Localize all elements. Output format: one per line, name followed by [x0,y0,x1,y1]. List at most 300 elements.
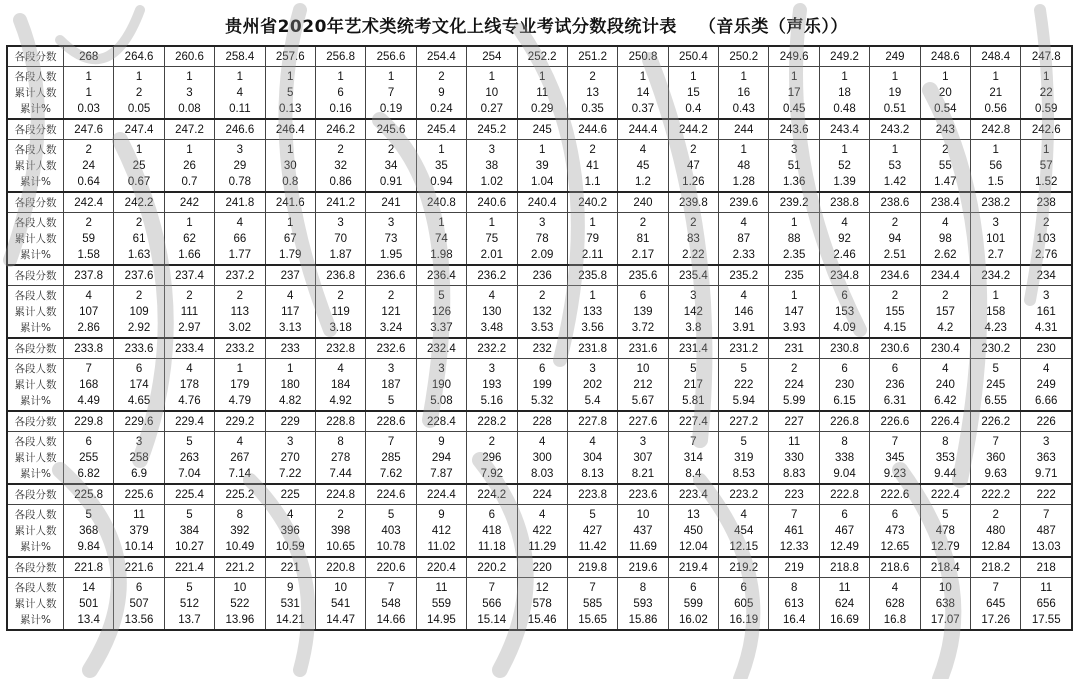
data-cell [164,140,214,193]
score-cell: 242 [164,192,214,213]
data-cell [618,359,668,412]
data-cell [1021,140,1072,193]
percent-value: 1.42 [883,175,907,188]
cumulative-value: 304 [582,451,603,464]
percent-value: 10.65 [326,540,356,553]
score-cell: 222.8 [819,484,869,505]
score-cell: 231.2 [719,338,769,359]
cumulative-value: 522 [230,597,250,610]
data-cell [114,578,164,631]
count-value: 11 [788,435,801,448]
data-cell [567,286,617,339]
percent-value: 0.03 [77,102,100,115]
cumulative-value: 267 [230,451,250,464]
score-block [7,557,1072,630]
data-cell [63,67,113,120]
cumulative-value: 78 [535,232,549,245]
cumulative-value: 146 [734,305,754,318]
data-cell [567,67,617,120]
count-value: 2 [942,143,949,156]
count-value: 1 [1043,70,1050,83]
cumulative-value: 87 [737,232,751,245]
percent-value: 15.86 [628,613,658,626]
percent-value: 11.29 [528,540,557,553]
score-cell: 234.8 [819,265,869,286]
score-cell: 240.2 [567,192,617,213]
percent-value: 9.71 [1035,467,1058,480]
data-cell [215,432,265,485]
percent-value: 4.15 [883,321,907,334]
count-label: 各段人数 [14,216,57,229]
data-cell [467,578,517,631]
count-value: 1 [438,143,445,156]
cumulative-value: 392 [230,524,250,537]
cumulative-value: 153 [834,305,855,318]
count-value: 1 [891,143,899,156]
cumulative-label: 累计人数 [14,159,57,172]
cumulative-value: 74 [435,232,448,245]
count-value: 3 [337,216,344,229]
count-value: 2 [488,435,495,448]
cumulative-value: 48 [737,159,751,172]
cumulative-value: 13 [586,86,599,99]
cumulative-value: 224 [784,378,804,391]
percent-value: 0.8 [282,175,299,188]
percent-value: 13.03 [1031,540,1061,553]
count-value: 2 [85,216,92,229]
percent-value: 6.55 [984,394,1007,407]
score-cell: 243.2 [870,119,920,140]
score-cell: 226.8 [819,411,869,432]
percent-value: 0.45 [782,102,806,115]
score-block [7,119,1072,192]
percent-value: 11.42 [578,540,607,553]
cumulative-value: 353 [935,451,955,464]
data-row [7,67,1072,120]
percent-value: 0.16 [329,102,352,115]
count-value: 2 [690,216,697,229]
percent-value: 0.78 [228,175,252,188]
score-cell: 234.4 [920,265,970,286]
count-value: 3 [790,143,798,156]
count-value: 3 [1043,435,1050,448]
data-cell [315,67,365,120]
percent-label: 累计% [20,321,51,334]
count-value: 8 [942,435,949,448]
data-cell [315,213,365,266]
percent-value: 9.63 [984,467,1007,480]
count-value: 3 [438,362,445,375]
data-labels [7,432,63,485]
count-value: 4 [942,362,949,375]
cumulative-value: 531 [280,597,300,610]
percent-value: 11.02 [427,540,456,553]
data-row [7,505,1072,558]
percent-value: 4.2 [937,321,954,334]
data-cell [870,578,920,631]
data-cell [870,359,920,412]
count-value: 7 [992,435,999,448]
cumulative-value: 230 [834,378,855,391]
score-cell: 230.2 [971,338,1021,359]
cumulative-value: 245 [986,378,1006,391]
cumulative-value: 480 [986,524,1006,537]
score-cell: 232.6 [366,338,416,359]
percent-value: 3.72 [631,321,655,334]
percent-value: 7.44 [329,467,352,480]
count-value: 2 [1043,216,1050,229]
data-cell [265,505,315,558]
percent-value: 9.84 [77,540,100,553]
count-value: 6 [690,581,697,594]
percent-value: 0.27 [480,102,503,115]
score-cell: 220.8 [315,557,365,578]
data-cell [719,505,769,558]
count-label: 各段人数 [14,435,57,448]
percent-value: 7.22 [279,467,302,480]
count-value: 9 [438,435,445,448]
percent-value: 1.63 [127,248,151,261]
data-cell [416,505,466,558]
percent-value: 2.46 [833,248,856,261]
cumulative-value: 22 [1039,86,1053,99]
cumulative-value: 270 [280,451,300,464]
percent-value: 13.56 [124,613,154,626]
cumulative-value: 158 [986,305,1006,318]
data-cell [819,432,869,485]
data-cell [668,140,718,193]
count-value: 1 [790,70,798,83]
percent-value: 1.66 [178,248,201,261]
count-value: 1 [1043,143,1050,156]
cumulative-label: 累计人数 [14,86,57,99]
score-cell: 219 [769,557,819,578]
score-cell: 219.8 [567,557,617,578]
score-cell: 239.8 [668,192,718,213]
percent-value: 0.4 [685,102,702,115]
score-cell: 243.6 [769,119,819,140]
score-cell: 235.4 [668,265,718,286]
data-cell [265,67,315,120]
count-value: 2 [589,70,596,83]
cumulative-value: 24 [82,159,96,172]
cumulative-value: 117 [281,305,300,318]
data-cell [567,432,617,485]
count-value: 1 [287,70,294,83]
percent-value: 16.02 [678,613,708,626]
data-cell [870,286,920,339]
cumulative-value: 92 [838,232,851,245]
percent-value: 1.58 [77,248,100,261]
score-cell: 236 [517,265,567,286]
count-value: 4 [891,581,899,594]
cumulative-value: 147 [784,305,804,318]
count-label: 各段人数 [14,508,57,521]
data-cell [870,67,920,120]
data-cell [416,578,466,631]
data-cell [920,578,970,631]
score-cell: 242.4 [63,192,113,213]
percent-value: 6.42 [934,394,957,407]
count-value: 6 [135,581,143,594]
data-cell [920,359,970,412]
score-cell: 221.4 [164,557,214,578]
data-cell [618,505,668,558]
data-cell [366,286,416,339]
count-value: 4 [740,216,747,229]
percent-value: 15.46 [527,613,557,626]
cumulative-value: 18 [838,86,851,99]
cumulative-value: 142 [683,305,703,318]
cumulative-value: 94 [888,232,902,245]
cumulative-value: 79 [586,232,599,245]
score-cell: 242.6 [1021,119,1072,140]
percent-value: 13.96 [225,613,255,626]
percent-value: 4.76 [178,394,201,407]
score-label: 各段分数 [7,46,63,67]
cumulative-value: 52 [838,159,851,172]
cumulative-value: 67 [283,232,297,245]
data-cell [668,213,718,266]
cumulative-value: 566 [482,597,502,610]
percent-value: 0.54 [934,102,957,115]
count-value: 2 [236,289,244,302]
score-cell: 231 [769,338,819,359]
count-value: 4 [942,216,949,229]
cumulative-value: 111 [180,305,199,318]
cumulative-value: 29 [233,159,247,172]
percent-value: 5.08 [430,394,453,407]
score-cell: 244 [719,119,769,140]
count-value: 10 [636,508,650,521]
score-cell: 236.4 [416,265,466,286]
count-value: 2 [639,216,647,229]
cumulative-value: 2 [135,86,143,99]
data-cell [164,432,214,485]
score-cell: 229.2 [215,411,265,432]
score-cell: 228 [517,411,567,432]
percent-value: 4.65 [127,394,151,407]
score-cell: 224.8 [315,484,365,505]
percent-value: 7.14 [228,467,252,480]
percent-value: 3.91 [732,321,755,334]
cumulative-value: 454 [734,524,754,537]
count-value: 1 [992,70,999,83]
data-cell [920,67,970,120]
score-cell: 231.4 [668,338,718,359]
percent-value: 2.76 [1035,248,1058,261]
percent-value: 17.55 [1031,613,1061,626]
data-cell [567,213,617,266]
score-cell: 249 [870,46,920,67]
score-cell: 229.8 [63,411,113,432]
data-cell [971,213,1021,266]
percent-value: 15.14 [477,613,507,626]
cumulative-value: 656 [1036,597,1056,610]
count-value: 1 [236,70,244,83]
percent-value: 4.49 [77,394,100,407]
count-value: 6 [841,362,848,375]
score-cell: 245.2 [467,119,517,140]
score-cell: 227.6 [618,411,668,432]
cumulative-value: 5 [287,86,294,99]
percent-value: 1.5 [987,175,1004,188]
data-cell [164,213,214,266]
cumulative-value: 249 [1036,378,1056,391]
cumulative-value: 338 [834,451,855,464]
score-row [7,192,1072,213]
cumulative-value: 26 [183,159,196,172]
data-labels [7,578,63,631]
percent-value: 13.7 [178,613,201,626]
cumulative-value: 178 [179,378,200,391]
score-cell: 227.2 [719,411,769,432]
data-cell [265,286,315,339]
score-cell: 245.6 [366,119,416,140]
percent-value: 1.52 [1035,175,1058,188]
count-value: 11 [435,581,448,594]
percent-value: 5.4 [584,394,601,407]
count-value: 4 [287,508,294,521]
percent-value: 0.91 [379,175,403,188]
data-cell [366,432,416,485]
percent-value: 12.49 [830,540,859,553]
percent-value: 0.05 [127,102,151,115]
cumulative-value: 98 [938,232,952,245]
percent-value: 9.23 [883,467,907,480]
percent-value: 2.62 [934,248,957,261]
data-cell [114,286,164,339]
cumulative-value: 57 [1039,159,1053,172]
data-cell [769,578,819,631]
data-cell [265,213,315,266]
count-value: 4 [589,435,596,448]
cumulative-value: 379 [129,524,149,537]
data-cell [467,67,517,120]
count-value: 4 [186,362,193,375]
percent-value: 12.65 [880,540,910,553]
percent-value: 12.33 [779,540,809,553]
data-cell [719,213,769,266]
percent-value: 2.35 [782,248,806,261]
count-value: 7 [690,435,697,448]
percent-value: 1.04 [531,175,554,188]
score-row [7,338,1072,359]
score-cell: 223.8 [567,484,617,505]
cumulative-value: 6 [337,86,344,99]
score-cell: 223.4 [668,484,718,505]
count-value: 2 [135,216,143,229]
data-cell [164,505,214,558]
count-value: 1 [992,289,999,302]
count-value: 3 [589,362,596,375]
score-cell: 254 [467,46,517,67]
cumulative-value: 398 [331,524,351,537]
data-cell [517,359,567,412]
score-cell: 244.2 [668,119,718,140]
cumulative-value: 501 [79,597,99,610]
cumulative-value: 368 [79,524,99,537]
score-cell: 250.8 [618,46,668,67]
count-value: 3 [488,362,495,375]
data-cell [63,286,113,339]
percent-label: 累计% [20,102,51,115]
count-value: 2 [438,70,445,83]
cumulative-value: 263 [179,451,200,464]
data-cell [618,67,668,120]
score-cell: 221.6 [114,557,164,578]
data-cell [315,286,365,339]
data-cell [467,432,517,485]
data-cell [668,505,718,558]
percent-value: 7.62 [379,467,403,480]
score-block [7,265,1072,338]
cumulative-value: 638 [935,597,955,610]
score-cell: 249.2 [819,46,869,67]
data-cell [618,432,668,485]
score-cell: 218.6 [870,557,920,578]
count-value: 1 [790,216,798,229]
percent-value: 2.51 [883,248,907,261]
score-cell: 224.4 [416,484,466,505]
count-value: 9 [438,508,445,521]
percent-value: 0.7 [181,175,198,188]
count-value: 1 [841,70,848,83]
count-value: 1 [337,70,344,83]
score-cell: 233.6 [114,338,164,359]
percent-value: 0.24 [430,102,453,115]
count-value: 1 [186,216,193,229]
data-cell [920,213,970,266]
percent-value: 0.86 [329,175,352,188]
count-value: 5 [740,435,747,448]
percent-value: 1.28 [732,175,755,188]
percent-value: 1.87 [329,248,352,261]
cumulative-value: 541 [331,597,351,610]
score-cell: 226.6 [870,411,920,432]
score-cell: 236.2 [467,265,517,286]
percent-value: 3.24 [379,321,403,334]
count-value: 3 [488,143,495,156]
count-value: 1 [488,216,495,229]
score-cell: 245 [517,119,567,140]
percent-value: 7.87 [430,467,453,480]
cumulative-value: 605 [734,597,754,610]
percent-value: 2.97 [178,321,201,334]
score-cell: 243.4 [819,119,869,140]
cumulative-label: 累计人数 [14,451,57,464]
score-cell: 230.4 [920,338,970,359]
score-cell: 224.6 [366,484,416,505]
cumulative-value: 593 [633,597,653,610]
percent-value: 2.92 [127,321,151,334]
count-value: 5 [186,435,193,448]
count-value: 7 [790,508,798,521]
count-value: 10 [334,581,348,594]
score-cell: 244.6 [567,119,617,140]
data-cell [920,505,970,558]
cumulative-value: 190 [431,378,451,391]
data-cell [366,67,416,120]
cumulative-value: 403 [381,524,401,537]
percent-value: 5 [387,394,395,407]
cumulative-value: 437 [633,524,653,537]
score-cell: 227.4 [668,411,718,432]
count-value: 1 [992,143,999,156]
cumulative-value: 294 [431,451,451,464]
count-value: 7 [387,435,395,448]
data-cell [265,432,315,485]
